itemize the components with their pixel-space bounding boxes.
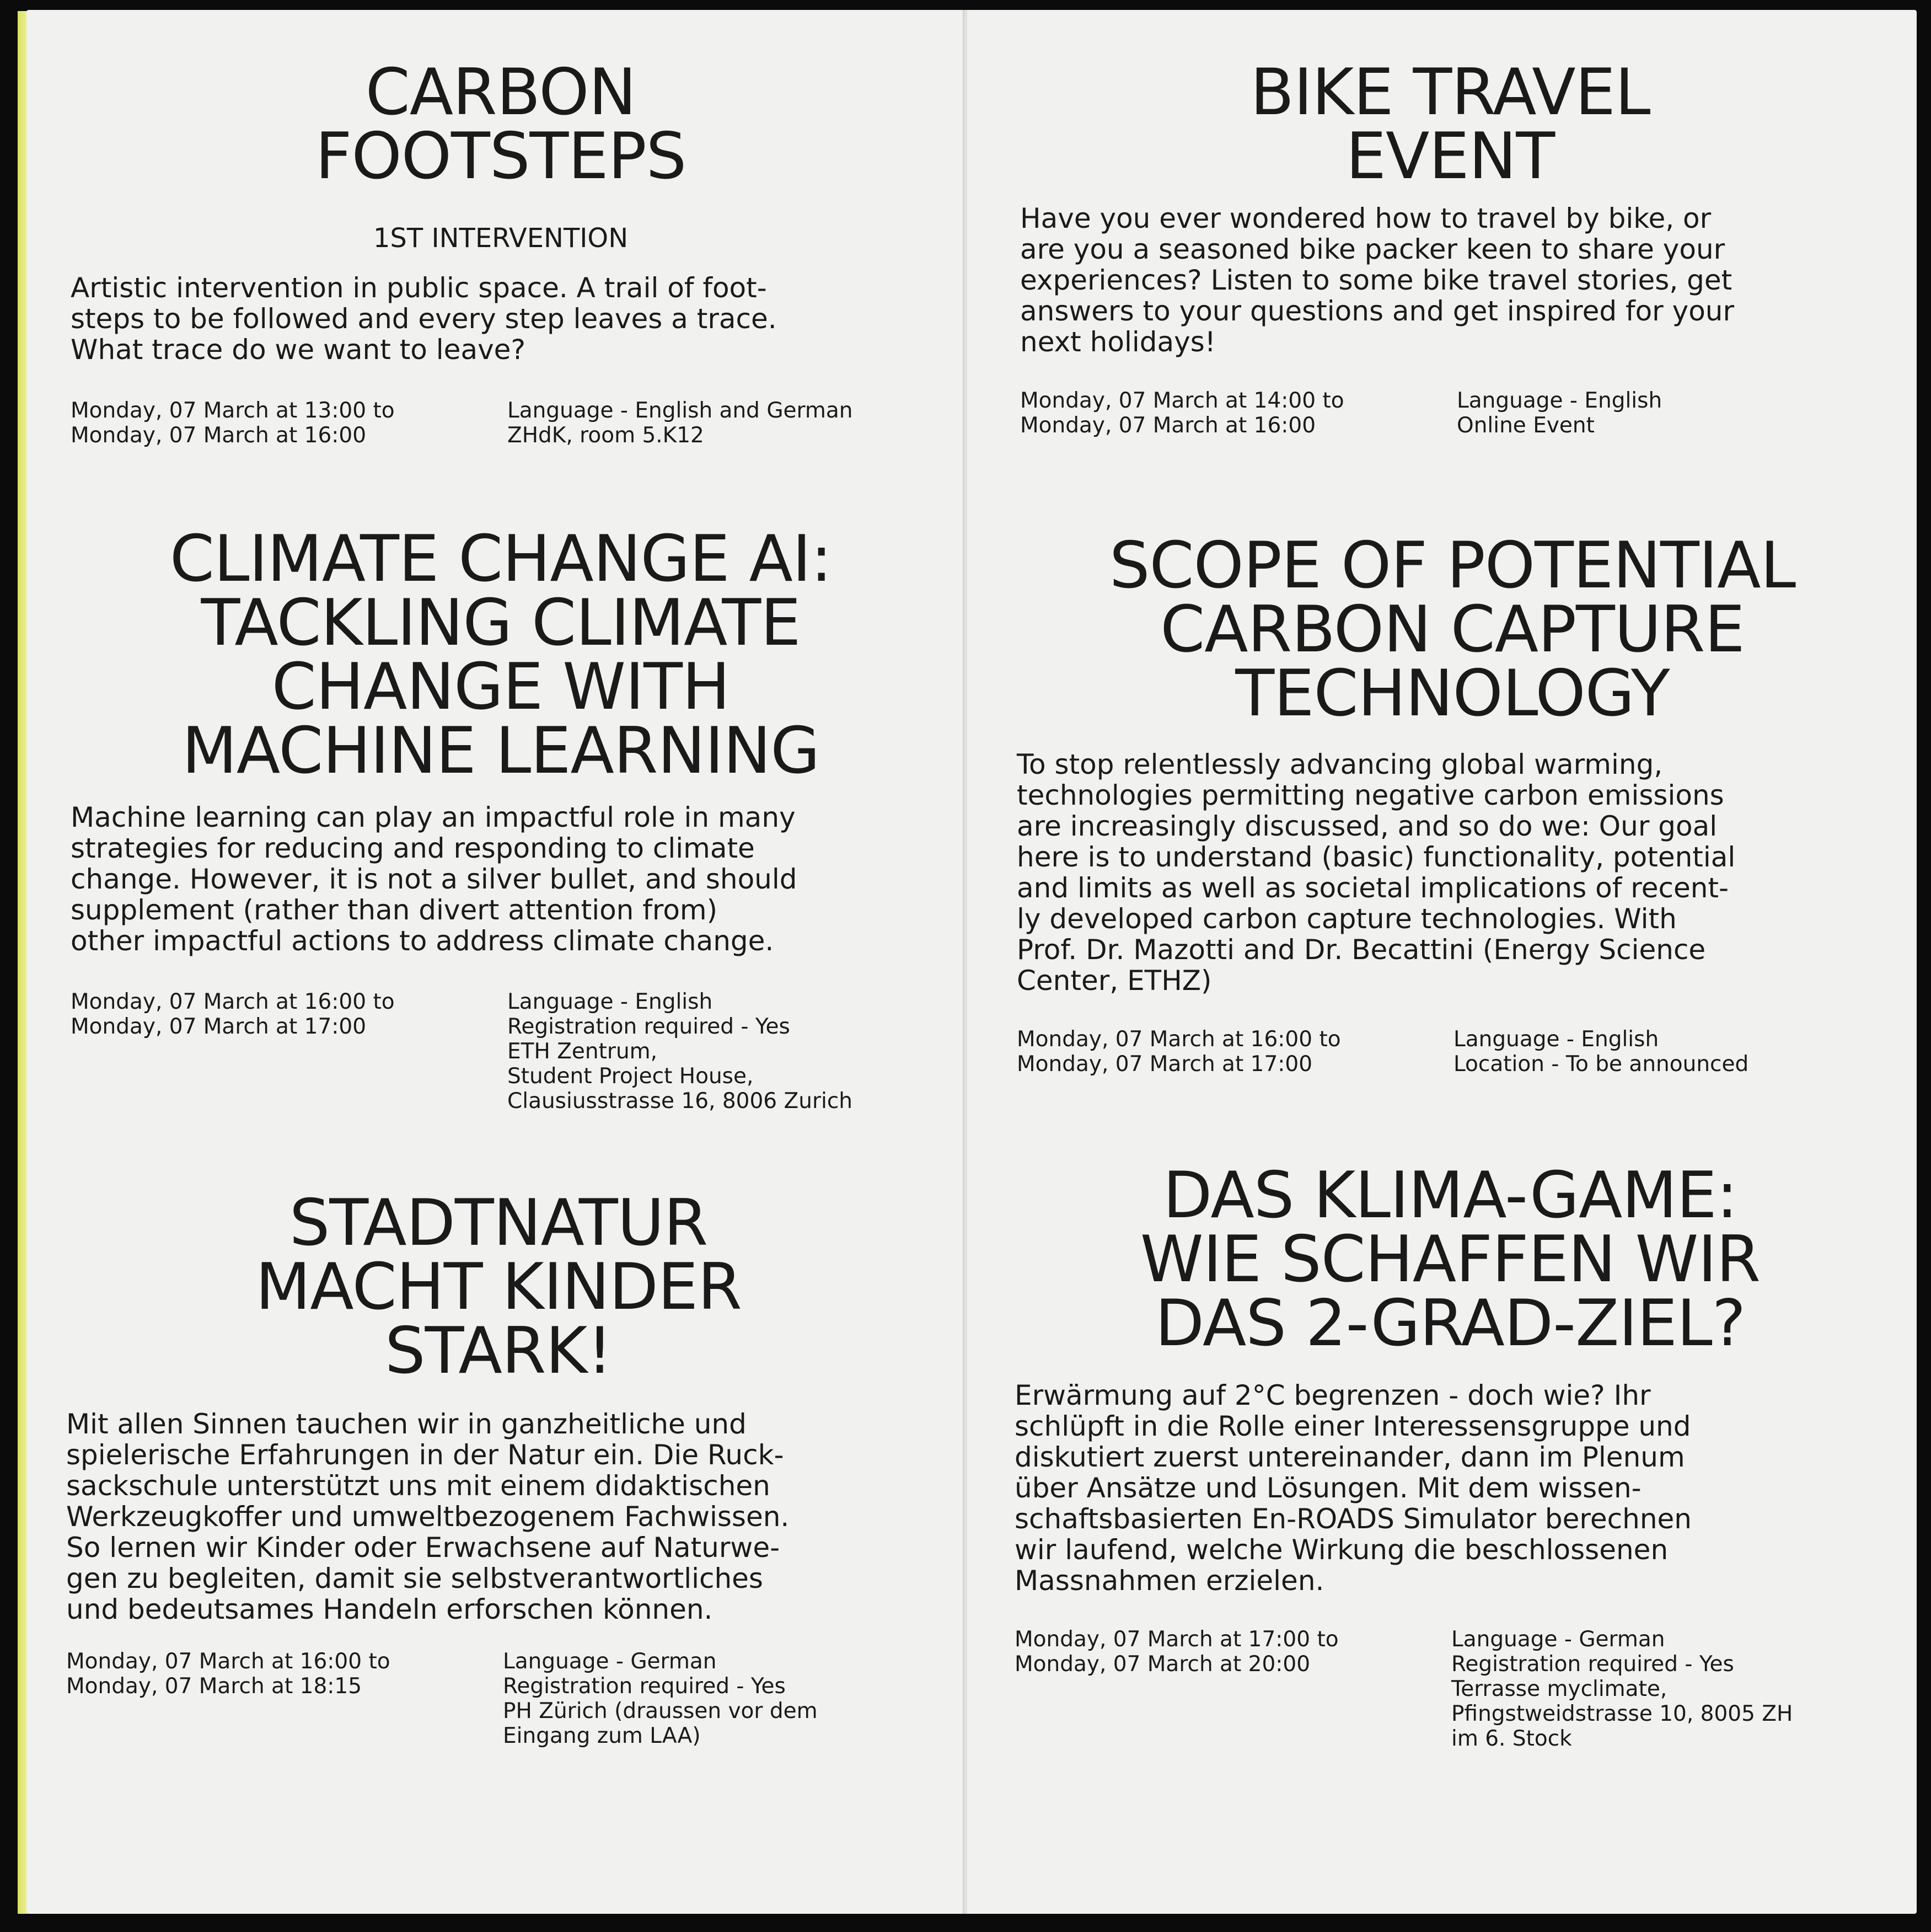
event-time: Monday, 07 March at 16:00 to Monday, 07 March at 17:00 (71, 989, 395, 1039)
event-carbon-footsteps (71, 55, 931, 448)
event-meta (71, 398, 931, 448)
event-details: Language - German Registration required - Yes PH Zürich (draussen vor dem Eingang zum LAA) (503, 1649, 818, 1748)
event-meta (1015, 1627, 1886, 1751)
event-time: Monday, 07 March at 14:00 to Monday, 07 March at 16:00 (1020, 388, 1344, 438)
event-climate-change-ai (71, 522, 931, 1114)
event-bike-travel (1020, 55, 1880, 438)
event-title: DAS KLIMA-GAME: WIE SCHAFFEN WIR DAS 2-GRAD-ZIEL? (1140, 1158, 1761, 1361)
event-meta (71, 989, 931, 1114)
event-details: Language - German Registration required - Yes Terrasse myclimate, Pfingstweidstrasse 10, 8005 ZH im 6. Stock (1451, 1627, 1793, 1751)
right-page (967, 10, 1917, 1914)
event-time: Monday, 07 March at 13:00 to Monday, 07 March at 16:00 (71, 398, 395, 448)
event-title: BIKE TRAVEL EVENT (1250, 55, 1650, 194)
left-page (26, 10, 965, 1914)
event-stadtnatur (66, 1186, 931, 1748)
event-klima-game (1015, 1158, 1886, 1751)
event-title: CARBON FOOTSTEPS (315, 55, 686, 194)
event-meta (66, 1649, 931, 1748)
event-details: Language - English Registration required - Yes ETH Zentrum, Student Project House, Clausiusstrasse 16, 8006 Zurich (507, 989, 852, 1114)
event-details: Language - English Online Event (1457, 388, 1662, 438)
event-description: Machine learning can play an impactful role in many strategies for reducing and responding to climate change. However, it is not a silver bullet, and should supplement (rather than divert attention from) other impactful actions to address climate change. (71, 801, 797, 957)
event-description: To stop relentlessly advancing global warming, technologies permitting negative carbon emissions are increasingly discussed, and so do we: Our goal here is to understand (basic) functionality, potential and limits as well as societal implications of recent- ly developed carbon capture technologies. With Prof. Dr. Mazotti and Dr. Becattini (Energy Science Center, ETHZ) (1017, 748, 1736, 997)
event-time: Monday, 07 March at 17:00 to Monday, 07 March at 20:00 (1015, 1627, 1339, 1677)
event-details: Language - English Location - To be announced (1453, 1027, 1749, 1077)
event-title: STADTNATUR MACHT KINDER STARK! (255, 1186, 742, 1388)
event-carbon-capture (1017, 528, 1888, 1077)
event-title: SCOPE OF POTENTIAL CARBON CAPTURE TECHNOLOGY (1109, 528, 1796, 731)
event-details: Language - English and German ZHdK, room 5.K12 (507, 398, 853, 448)
event-description: Have you ever wondered how to travel by bike, or are you a seasoned bike packer keen to share your experiences? Listen to some bike travel stories, get answers to your questions and get inspired for your next holidays! (1020, 202, 1735, 358)
event-meta (1020, 388, 1880, 438)
event-subtitle: 1ST INTERVENTION (373, 223, 629, 254)
event-description: Artistic intervention in public space. A trail of foot- steps to be followed and every step leaves a trace. What trace do we want to leave? (71, 272, 777, 366)
event-time: Monday, 07 March at 16:00 to Monday, 07 March at 17:00 (1017, 1027, 1341, 1077)
event-title: CLIMATE CHANGE AI: TACKLING CLIMATE CHANGE WITH MACHINE LEARNING (169, 522, 832, 788)
event-description: Erwärmung auf 2°C begrenzen - doch wie? Ihr schlüpft in die Rolle einer Interessensgruppe und diskutiert zuerst untereinander, dann im Plenum über Ansätze und Lösungen. Mit dem wissen- schaftsbasierten En-ROADS Simulator berechnen wir laufend, welche Wirkung die beschlossenen Massnahmen erzielen. (1015, 1379, 1692, 1597)
event-description: Mit allen Sinnen tauchen wir in ganzheitliche und spielerische Erfahrungen in der Natur ein. Die Ruck- sackschule unterstützt uns mit einem didaktischen Werkzeugkoffer und umweltbezogenem Fachwissen. So lernen wir Kinder oder Erwachsene auf Naturwe- gen zu begleiten, damit sie selbstverantwortliches und bedeutsames Handeln erforschen können. (66, 1408, 790, 1625)
event-time: Monday, 07 March at 16:00 to Monday, 07 March at 18:15 (66, 1649, 390, 1699)
event-meta (1017, 1027, 1888, 1077)
